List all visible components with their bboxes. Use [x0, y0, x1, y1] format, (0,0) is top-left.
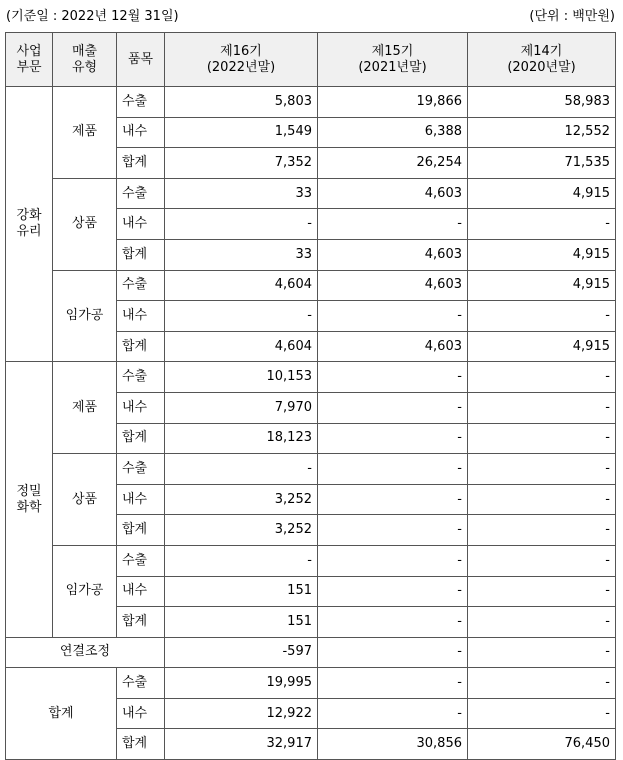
- value-cell: -: [468, 637, 616, 668]
- value-cell: 19,995: [165, 668, 318, 699]
- header-period-15: 제15기 (2021년말): [318, 33, 468, 87]
- sales-type-cell: 임가공: [53, 270, 117, 362]
- value-cell: -: [318, 668, 468, 699]
- value-cell: 30,856: [318, 729, 468, 760]
- value-cell: 18,123: [165, 423, 318, 454]
- value-cell: -: [468, 484, 616, 515]
- sales-type-cell: 제품: [53, 362, 117, 454]
- item-cell: 내수: [117, 301, 165, 332]
- item-cell: 내수: [117, 576, 165, 607]
- value-cell: -: [468, 698, 616, 729]
- header-period-16: 제16기 (2022년말): [165, 33, 318, 87]
- date-note: (기준일 : 2022년 12월 31일): [6, 8, 179, 24]
- value-cell: 4,603: [318, 239, 468, 270]
- value-cell: -: [318, 545, 468, 576]
- item-cell: 수출: [117, 668, 165, 699]
- value-cell: 10,153: [165, 362, 318, 393]
- value-cell: -: [165, 301, 318, 332]
- value-cell: -: [318, 454, 468, 485]
- value-cell: 1,549: [165, 117, 318, 148]
- item-cell: 수출: [117, 178, 165, 209]
- sales-type-cell: 제품: [53, 87, 117, 179]
- item-cell: 내수: [117, 209, 165, 240]
- value-cell: -597: [165, 637, 318, 668]
- value-cell: -: [318, 576, 468, 607]
- value-cell: -: [318, 423, 468, 454]
- value-cell: 4,603: [318, 178, 468, 209]
- value-cell: 4,915: [468, 239, 616, 270]
- table-row: [6, 545, 616, 576]
- value-cell: 4,915: [468, 331, 616, 362]
- value-cell: 12,922: [165, 698, 318, 729]
- adjustment-label: 연결조정: [6, 637, 165, 668]
- unit-note: (단위 : 백만원): [529, 8, 615, 24]
- value-cell: 4,604: [165, 331, 318, 362]
- value-cell: 7,970: [165, 392, 318, 423]
- value-cell: -: [165, 454, 318, 485]
- value-cell: 32,917: [165, 729, 318, 760]
- value-cell: -: [318, 209, 468, 240]
- value-cell: -: [468, 209, 616, 240]
- value-cell: 26,254: [318, 148, 468, 179]
- value-cell: 4,603: [318, 270, 468, 301]
- segment-cell: 강화 유리: [6, 87, 53, 362]
- value-cell: -: [318, 392, 468, 423]
- value-cell: 151: [165, 607, 318, 638]
- value-cell: 33: [165, 178, 318, 209]
- value-cell: -: [318, 698, 468, 729]
- table-row: [6, 178, 616, 209]
- item-cell: 합계: [117, 729, 165, 760]
- value-cell: -: [318, 607, 468, 638]
- value-cell: -: [318, 362, 468, 393]
- value-cell: -: [468, 392, 616, 423]
- sales-type-cell: 상품: [53, 178, 117, 270]
- header-row: [6, 33, 616, 87]
- value-cell: 4,603: [318, 331, 468, 362]
- value-cell: 3,252: [165, 484, 318, 515]
- item-cell: 내수: [117, 698, 165, 729]
- segment-cell: 정밀 화학: [6, 362, 53, 637]
- value-cell: -: [468, 668, 616, 699]
- item-cell: 수출: [117, 454, 165, 485]
- table-meta: [6, 4, 615, 24]
- table-row: [6, 87, 616, 118]
- value-cell: -: [165, 209, 318, 240]
- value-cell: -: [318, 301, 468, 332]
- value-cell: -: [318, 515, 468, 546]
- value-cell: 4,915: [468, 178, 616, 209]
- value-cell: -: [468, 301, 616, 332]
- value-cell: -: [468, 515, 616, 546]
- value-cell: -: [468, 362, 616, 393]
- table-row: [6, 270, 616, 301]
- item-cell: 수출: [117, 362, 165, 393]
- value-cell: 19,866: [318, 87, 468, 118]
- table-row: [6, 362, 616, 393]
- value-cell: 33: [165, 239, 318, 270]
- value-cell: 4,604: [165, 270, 318, 301]
- sales-type-cell: 상품: [53, 454, 117, 546]
- header-segment: 사업 부문: [6, 33, 53, 87]
- value-cell: 5,803: [165, 87, 318, 118]
- item-cell: 내수: [117, 484, 165, 515]
- header-sales-type: 매출 유형: [53, 33, 117, 87]
- value-cell: 3,252: [165, 515, 318, 546]
- value-cell: -: [468, 454, 616, 485]
- item-cell: 합계: [117, 515, 165, 546]
- adjustment-row: [6, 637, 616, 668]
- value-cell: -: [468, 607, 616, 638]
- total-label: 합계: [6, 668, 117, 760]
- value-cell: 58,983: [468, 87, 616, 118]
- item-cell: 수출: [117, 270, 165, 301]
- item-cell: 합계: [117, 423, 165, 454]
- item-cell: 내수: [117, 117, 165, 148]
- value-cell: -: [468, 545, 616, 576]
- header-item: 품목: [117, 33, 165, 87]
- value-cell: 4,915: [468, 270, 616, 301]
- value-cell: -: [318, 637, 468, 668]
- header-period-14: 제14기 (2020년말): [468, 33, 616, 87]
- item-cell: 수출: [117, 545, 165, 576]
- item-cell: 합계: [117, 239, 165, 270]
- value-cell: 7,352: [165, 148, 318, 179]
- value-cell: 12,552: [468, 117, 616, 148]
- item-cell: 내수: [117, 392, 165, 423]
- value-cell: -: [468, 423, 616, 454]
- sales-type-cell: 임가공: [53, 545, 117, 637]
- value-cell: 71,535: [468, 148, 616, 179]
- value-cell: 6,388: [318, 117, 468, 148]
- item-cell: 수출: [117, 87, 165, 118]
- value-cell: -: [165, 545, 318, 576]
- item-cell: 합계: [117, 607, 165, 638]
- value-cell: -: [318, 484, 468, 515]
- sales-table: [5, 32, 616, 760]
- value-cell: -: [468, 576, 616, 607]
- table-row: [6, 454, 616, 485]
- value-cell: 76,450: [468, 729, 616, 760]
- value-cell: 151: [165, 576, 318, 607]
- item-cell: 합계: [117, 148, 165, 179]
- total-row: [6, 668, 616, 699]
- item-cell: 합계: [117, 331, 165, 362]
